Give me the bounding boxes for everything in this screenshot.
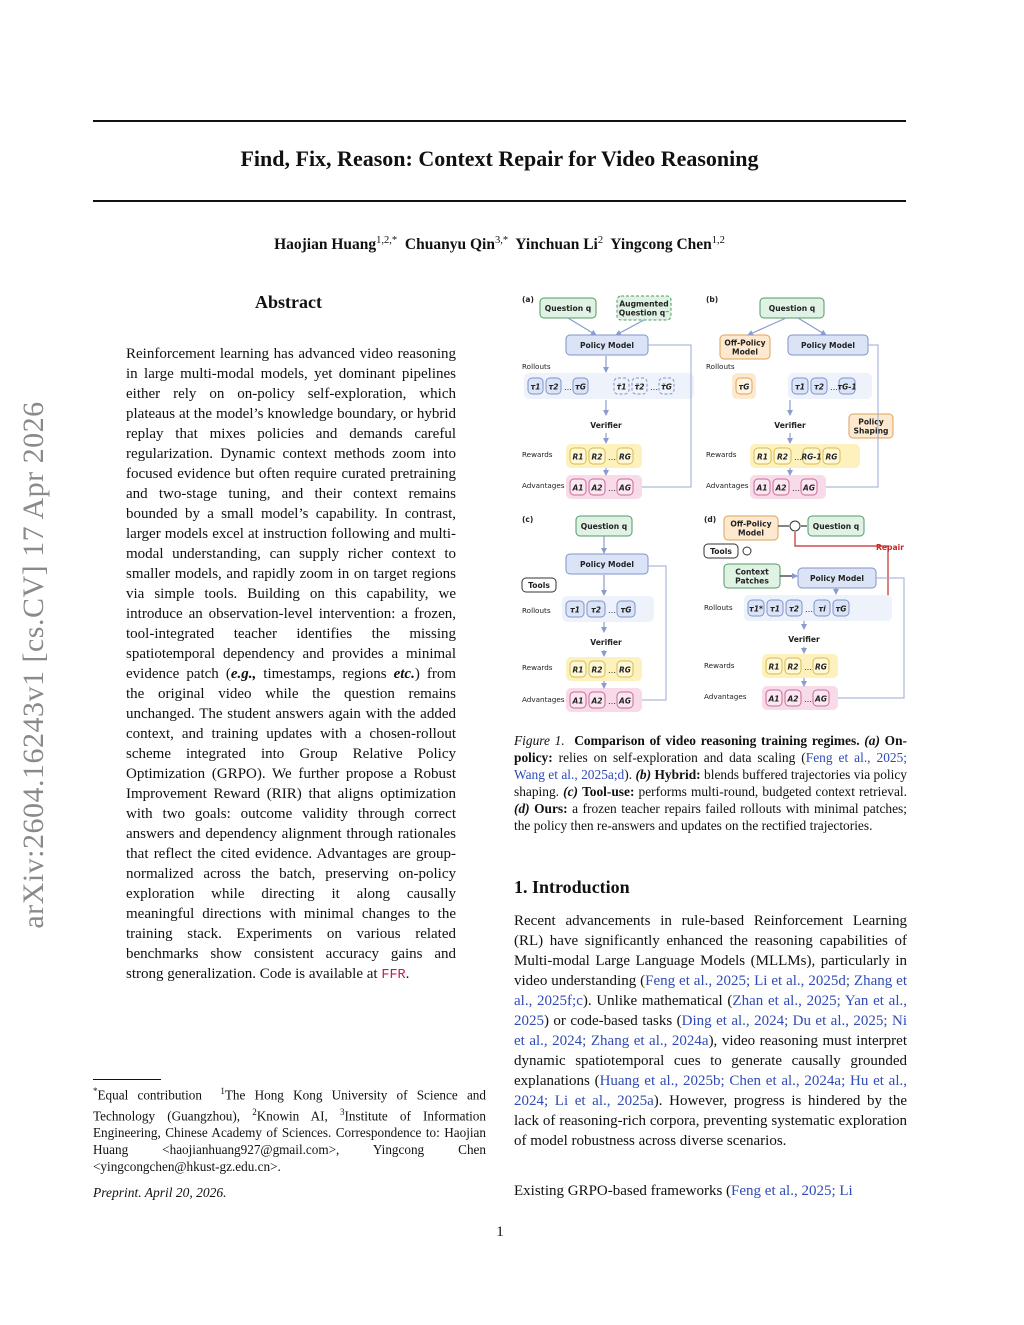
policy-shaping-box-text: Shaping: [853, 426, 889, 436]
abstract-text: timestamps, regions: [256, 666, 394, 682]
panel-label: (b): [706, 295, 719, 304]
advantage-chip-text: AG: [619, 696, 631, 706]
rollout-chip-text: τG: [835, 604, 847, 614]
author-name: Chuanyu Qin: [404, 236, 495, 254]
row-label: Rewards: [706, 450, 737, 459]
row-label: Advantages: [706, 481, 749, 490]
footnote-text: Equal contribution: [97, 1087, 212, 1103]
abstract-text: ) from the original video while the question remains unchanged. The student answers again with the added context, and training updates with a chosen-rollout scheme integrated into Group Relative Policy Optimization (GRPO). We further propose a Robust Improvement Reward (RIR) that aligns optimization with two goals: outcome validity through correct answers and dependency alignment through rationales that reflect the cited evidence. Advantages are group-normalized across the batch, preserving on-policy exploration while directing it along causally meaningful directions with minimal changes to the training stack. Experiments on various related benchmarks show consistent accuracy gains and strong generalization. Code is available at: [126, 666, 457, 982]
row-label: Rollouts: [704, 603, 733, 612]
feedback-loop: [642, 345, 691, 487]
off-policy-box-text: Model: [732, 347, 758, 357]
rollout-chip-text: τ1*: [749, 604, 763, 614]
repair-label: Repair: [876, 543, 904, 552]
abstract-body: [126, 344, 456, 986]
advantage-chip-text: A1: [572, 696, 584, 706]
rollout-chip-text: τi: [818, 604, 826, 614]
footnote-mark: 1: [220, 1086, 225, 1096]
reward-chip-ellipsis: …: [608, 666, 616, 675]
footnote-text: The Hong Kong University of Science and Technology (Guangzhou),: [93, 1087, 486, 1124]
footnote-text: Knowin AI,: [256, 1108, 340, 1124]
footnote-mark: *: [93, 1086, 98, 1096]
author-list: [93, 235, 906, 254]
verifier-label-text: Verifier: [774, 421, 806, 430]
tools-box-text: Tools: [528, 581, 550, 590]
rollout-chip-text: τ1: [794, 382, 806, 392]
policy-model-box-text: Policy Model: [800, 341, 856, 350]
panel-label: (a): [522, 295, 534, 304]
intro-text: ) or code-based tasks (: [544, 1013, 682, 1029]
policy-shaping-box-text: Policy: [858, 417, 884, 427]
flow-arrow: [568, 318, 596, 335]
rollout-chip-ellipsis: …: [650, 383, 658, 392]
row-label: Rollouts: [706, 362, 735, 371]
advantage-chip-text: A2: [787, 694, 799, 704]
rollout-chip-text: τG-1: [837, 382, 857, 392]
citation-link[interactable]: Feng et al., 2025; Wang et al., 2025a;d: [514, 750, 907, 782]
reward-chip-ellipsis: …: [608, 453, 616, 462]
advantage-chip-text: A1: [768, 694, 780, 704]
feedback-loop: [642, 566, 666, 700]
verifier-label-text: Verifier: [590, 638, 622, 647]
augmented-question-box-text: Augmented: [619, 299, 669, 309]
rollout-chip-text: τG: [738, 382, 750, 392]
advantage-chip-text: A2: [591, 696, 603, 706]
author-name: Yingcong Chen: [610, 236, 712, 254]
rollout-chip-text: τ1: [569, 605, 581, 615]
rollout-chip-ellipsis: …: [608, 606, 616, 615]
rollout-chip-text: τ1: [769, 604, 781, 614]
rollout-chip-text: τ2: [548, 382, 559, 392]
advantage-chip-ellipsis: …: [792, 484, 800, 493]
citation-link[interactable]: Feng et al., 2025; Li: [731, 1183, 853, 1199]
caption-lead: (a): [864, 733, 880, 748]
abstract-text: .: [405, 966, 410, 982]
advantage-chip-text: AG: [619, 483, 631, 493]
policy-model-box-text: Policy Model: [579, 341, 635, 350]
abstract-etc: etc.: [393, 666, 415, 682]
panel-label: (d): [704, 515, 717, 524]
intro-text: Existing GRPO-based frameworks (: [514, 1183, 732, 1199]
caption-text: a frozen teacher repairs failed rollouts with minimal patches; the policy then re-answers and updates on the rectified trajectories.: [514, 801, 907, 833]
row-label: Advantages: [522, 695, 565, 704]
intro-text: Recent advancements in rule-based Reinforcement Learning (RL) have significantly enhanced the reasoning capabilities of Multi-modal Large Language Models (MLLMs), particularly in video understanding (: [514, 913, 907, 989]
row-label: Rollouts: [522, 606, 551, 615]
advantage-chip-text: AG: [803, 483, 815, 493]
policy-model-box-text: Policy Model: [809, 574, 865, 583]
citation-link[interactable]: Zhan et al., 2025; Yan et al., 2025: [514, 993, 907, 1029]
row-label: Rewards: [522, 663, 553, 672]
question-box-text: Question q: [580, 522, 628, 531]
figure-caption: [514, 732, 907, 834]
reward-chip-text: RG-1: [801, 452, 822, 462]
question-box-text: Question q: [544, 304, 592, 313]
caption-lead: (b): [635, 767, 652, 782]
merge-node: [743, 547, 751, 555]
paper-title: Find, Fix, Reason: Context Repair for Video Reasoning: [240, 146, 759, 171]
caption-title: Comparison of video reasoning training regimes.: [574, 733, 860, 748]
author-name: Haojian Huang: [274, 236, 377, 254]
reward-chip-text: R2: [591, 665, 603, 675]
caption-term: Hybrid:: [654, 767, 701, 782]
rollout-chip-text: τG: [620, 605, 632, 615]
citation-link[interactable]: Ding et al., 2024; Du et al., 2025; Ni et al., 2024; Zhang et al., 2024a: [514, 1013, 908, 1049]
reward-chip-text: R1: [757, 452, 768, 462]
advantage-chip-text: AG: [815, 694, 827, 704]
citation-link[interactable]: Feng et al., 2025; Li et al., 2025d; Zhang et al., 2025f;c: [514, 973, 907, 1009]
reward-chip-text: RG: [825, 452, 838, 462]
intro-text: ), video reasoning must interpret dynamic spatiotemporal cues to generate causally grounded explanations (: [514, 1033, 907, 1089]
reward-chip-text: R2: [777, 452, 788, 462]
citation-link[interactable]: Huang et al., 2025b; Chen et al., 2024a; Hu et al., 2024; Li et al., 2025a: [514, 1073, 907, 1109]
abstract-heading: Abstract: [255, 292, 322, 312]
caption-term: Ours:: [534, 801, 568, 816]
augmented-question-box-text: Question q⁻: [618, 308, 670, 318]
caption-text: ).: [624, 767, 636, 782]
reward-chip-text: RG: [619, 452, 631, 462]
policy-model-box-text: Policy Model: [579, 560, 635, 569]
merge-node: [790, 521, 800, 531]
flow-arrow: [748, 318, 786, 335]
reward-chip-text: R1: [572, 452, 584, 462]
reward-chip-ellipsis: …: [794, 453, 802, 462]
rollout-chip-text: τ2: [813, 382, 825, 392]
top-rule: [93, 120, 906, 122]
off-policy-box-text: Off-Policy: [724, 338, 766, 348]
intro-paragraph: [514, 1181, 907, 1201]
title-bottom-rule: [93, 200, 906, 202]
footnote-text: Institute of Information Engineering, Chinese Academy of Sciences. Correspondence to: Haojian Huang <haojianhuang927@gmail.com>, Yingcong Chen <yingcongchen@hkust-gz.edu.cn>.: [93, 1108, 486, 1174]
figure-1: [516, 290, 908, 722]
rollout-chip-ellipsis: …: [805, 605, 813, 614]
advantage-chip-ellipsis: …: [608, 484, 616, 493]
footnote-mark: 2: [252, 1107, 257, 1118]
verifier-label-text: Verifier: [590, 421, 622, 430]
caption-text: relies on self-exploration and data scaling (: [552, 750, 806, 765]
intro-text: ). Unlike mathematical (: [582, 993, 733, 1009]
preprint-note: Preprint. April 20, 2026.: [93, 1185, 227, 1200]
intro-text: ). However, progress is hindered by the lack of reasoning-rich corpora, preventing systematic exploration of model robustness across diverse scenarios.: [514, 1093, 907, 1149]
page-number: 1: [496, 1224, 504, 1240]
rollout-chip-ellipsis: …: [830, 383, 838, 392]
reward-chip-ellipsis: …: [804, 663, 812, 672]
reward-chip-text: R1: [768, 662, 780, 672]
rollout-chip-text: τ1: [530, 382, 541, 392]
rollout-chip-text: τ̃1: [616, 382, 627, 392]
off-policy-box-text: Model: [738, 528, 764, 538]
reward-chip-text: R1: [572, 665, 584, 675]
context-patches-box-text: Context: [735, 567, 769, 577]
row-label: Advantages: [704, 692, 747, 701]
advantage-chip-ellipsis: …: [608, 697, 616, 706]
advantage-chip-text: A2: [775, 483, 787, 493]
row-label: Rewards: [522, 450, 553, 459]
footnote-rule: [93, 1079, 161, 1080]
rollout-chip-text: τG: [575, 382, 586, 392]
caption-lead: (c): [563, 784, 578, 799]
section-heading-introduction: 1. Introduction: [514, 877, 630, 897]
caption-text: performs multi-round, budgeted context retrieval.: [634, 784, 907, 799]
rollout-chip-text: τ̃2: [634, 382, 645, 392]
reward-chip-text: RG: [815, 662, 827, 672]
footnote: [93, 1083, 486, 1176]
author-affiliation: 3,*: [494, 235, 509, 246]
rollout-chip-text: τ̃G: [661, 382, 672, 392]
advantage-chip-text: A2: [591, 483, 603, 493]
rollout-chip-text: τ2: [590, 605, 602, 615]
panel-label: (c): [522, 515, 534, 524]
caption-text: blends buffered trajectories via policy shaping.: [514, 767, 907, 799]
rollout-chip-ellipsis: …: [564, 383, 572, 392]
arxiv-stamp: [14, 370, 54, 960]
author-affiliation: 2: [597, 235, 604, 246]
tools-box-text: Tools: [710, 547, 732, 556]
row-label: Rewards: [704, 661, 735, 670]
caption-term: On-policy:: [514, 733, 907, 765]
row-label: Advantages: [522, 481, 565, 490]
author-affiliation: 1,2: [711, 235, 725, 246]
caption-lead: (d): [514, 801, 530, 816]
intro-paragraph: [514, 911, 907, 1151]
advantage-chip-text: A1: [756, 483, 768, 493]
abstract-text: Reinforcement learning has advanced video reasoning in large multi-modal models, yet dominant pipelines either rely on on-policy self-exploration, which plateaus at the model’s knowledge boundary, or hybrid replay that mixes policies and demands careful regularization. Dynamic context methods zoom into focused evidence but often require curated pretraining and two-stage tuning, and their context remains bounded by a small model’s capability. In contrast, larger models excel at instruction following and multi-modal understanding, can supply richer context to smaller models, and rapidly zoom in on target regions via simple tools. Building on this capability, we introduce an observation-level intervention: a frozen, tool-integrated teacher identifies the missing spatiotemporal dependency and provides a minimal evidence patch (: [126, 346, 456, 682]
verifier-label-text: Verifier: [788, 635, 820, 644]
caption-label: Figure 1.: [514, 733, 565, 748]
code-link[interactable]: FFR: [381, 968, 406, 983]
author-affiliation: 1,2,*: [376, 235, 398, 246]
flow-arrow: [798, 318, 826, 335]
row-label: Rollouts: [522, 362, 551, 371]
footnote-mark: 3: [340, 1107, 345, 1118]
advantage-chip-text: A1: [572, 483, 584, 493]
off-policy-box-text: Off-Policy: [730, 519, 772, 529]
reward-chip-text: R2: [591, 452, 603, 462]
flow-arrow: [616, 320, 644, 335]
caption-term: Tool-use:: [582, 784, 635, 799]
rollout-chip-text: τ2: [788, 604, 800, 614]
context-patches-box-text: Patches: [735, 576, 769, 586]
question-box-text: Question q: [768, 304, 816, 313]
reward-chip-text: RG: [619, 665, 631, 675]
abstract-eg: e.g.,: [230, 666, 257, 682]
arxiv-id: arXiv:2604.16243v1 [cs.CV] 17 Apr 2026: [17, 401, 50, 929]
advantage-chip-ellipsis: …: [804, 695, 812, 704]
reward-chip-text: R2: [787, 662, 799, 672]
question-box-text: Question q: [812, 522, 860, 531]
author-name: Yinchuan Li: [515, 236, 598, 254]
